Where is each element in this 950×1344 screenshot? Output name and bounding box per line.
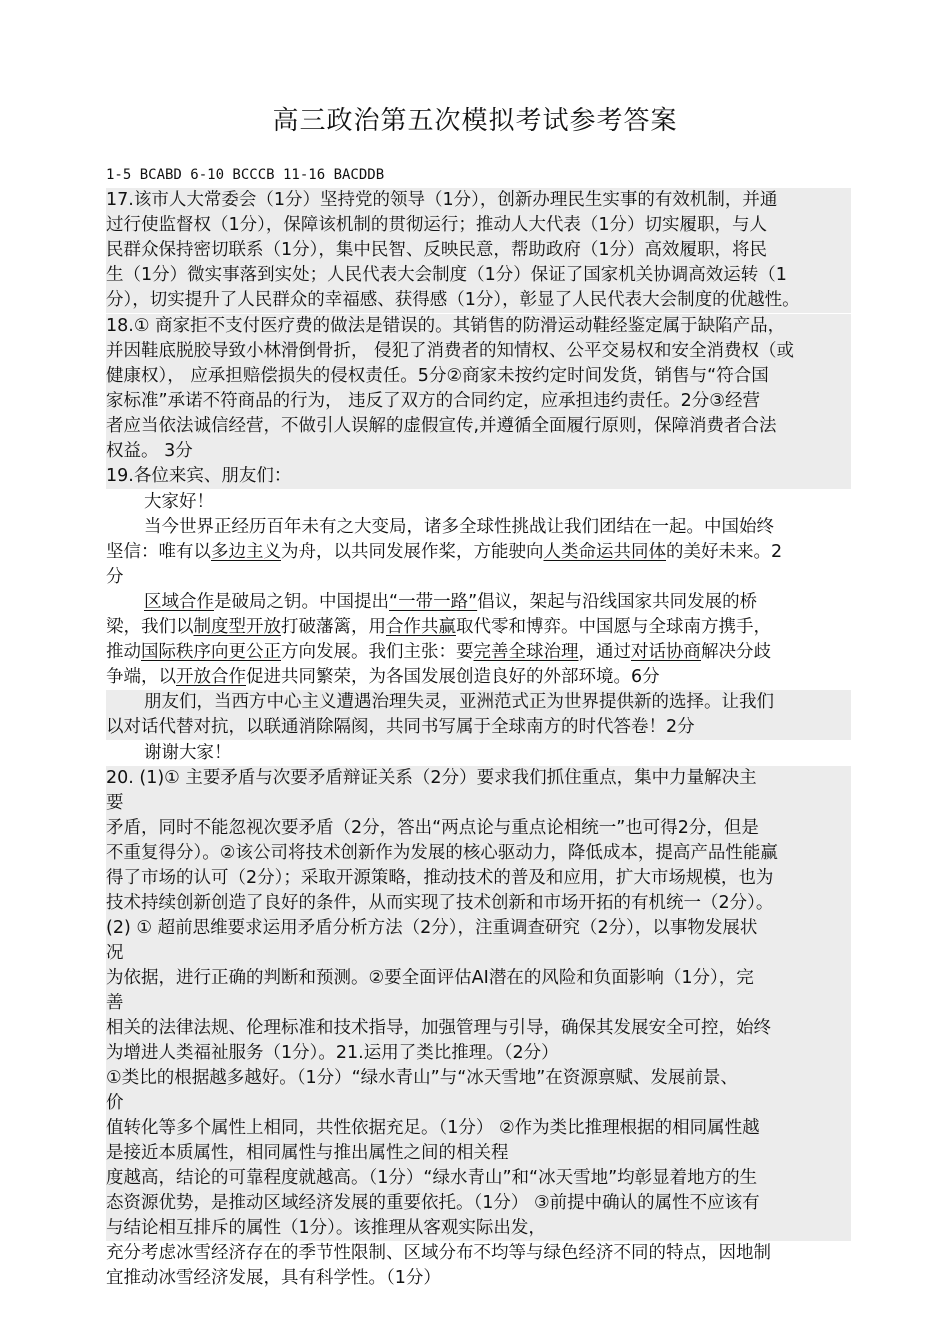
- q21-line: 宜推动冰雪经济发展，具有科学性。（1分）: [106, 1268, 441, 1288]
- q20-line: 相关的法律法规、伦理标准和技术指导，加强管理与引导，确保其发展安全可控，始终: [106, 1016, 851, 1041]
- q18-line: 18.① 商家拒不支付医疗费的做法是错误的。其销售的防滑运动鞋经鉴定属于缺陷产品，: [106, 314, 851, 339]
- q19-line: 分: [106, 567, 124, 587]
- q17-line: 分），切实提升了人民群众的幸福感、获得感（1分），彰显了人民代表大会制度的优越性。: [106, 288, 851, 313]
- q18-line: 权益。 3分: [106, 439, 851, 464]
- q20-line: 技术持续创新创造了良好的条件，从而实现了技术创新和市场开拓的有机统一（2分）。: [106, 891, 851, 916]
- q18-line: 健康权）， 应承担赔偿损失的侵权责任。5分②商家未按约定时间发货，销售与“符合国: [106, 364, 851, 389]
- q18-line: 并因鞋底脱胶导致小林滑倒骨折， 侵犯了消费者的知情权、公平交易权和安全消费权（或: [106, 339, 851, 364]
- q17-line: 17.该市人大常委会（1分）坚持党的领导（1分），创新办理民生实事的有效机制，并通: [106, 188, 851, 213]
- q20-line: 20. (1)① 主要矛盾与次要矛盾辩证关系（2分）要求我们抓住重点，集中力量解决主: [106, 766, 851, 791]
- q20-line: 为增进人类福祉服务（1分）。21.运用了类比推理。（2分）: [106, 1041, 851, 1066]
- keyword-underlined: 开放合作: [176, 667, 246, 687]
- keyword-underlined: “一带一路”: [389, 592, 478, 612]
- q19-greeting: 大家好！: [144, 492, 214, 512]
- q20-line: (2) ① 超前思维要求运用矛盾分析方法（2分），注重调查研究（2分），以事物发展状: [106, 916, 851, 941]
- q18-line: 家标准”承诺不符商品的行为， 违反了双方的合同约定，应承担违约责任。2分③经营: [106, 389, 851, 414]
- q17-line: 过行使监督权（1分），保障该机制的贯彻运行；推动人大代表（1分）切实履职，与人: [106, 213, 851, 238]
- q20-line: 善: [106, 991, 851, 1016]
- q20-line: 矛盾，同时不能忽视次要矛盾（2分，答出“两点论与重点论相统一”也可得2分，但是: [106, 816, 851, 841]
- q19-line: 区域合作是破局之钥。中国提出“一带一路”倡议，架起与沿线国家共同发展的桥: [144, 592, 758, 612]
- q21-line: 态资源优势，是推动区域经济发展的重要依托。（1分） ③前提中确认的属性不应该有: [106, 1191, 851, 1216]
- keyword-underlined: 完善全球治理: [473, 642, 579, 662]
- keyword-underlined: 对话协商: [631, 642, 701, 662]
- q19-line: 坚信：唯有以多边主义为舟，以共同发展作桨，方能驶向人类命运共同体的美好未来。2: [106, 542, 783, 562]
- q19-line: 当今世界正经历百年未有之大变局，诸多全球性挑战让我们团结在一起。中国始终: [144, 517, 774, 537]
- q19-line: 朋友们，当西方中心主义遭遇治理失灵，亚洲范式正为世界提供新的选择。让我们: [106, 690, 851, 715]
- q20-line: 况: [106, 941, 851, 966]
- q18-line: 者应当依法诚信经营，不做引人误解的虚假宣传,并遵循全面履行原则，保障消费者合法: [106, 414, 851, 439]
- q17-line: 民群众保持密切联系（1分），集中民智、反映民意，帮助政府（1分）高效履职，将民: [106, 238, 851, 263]
- q19-line: 梁，我们以制度型开放打破藩篱，用合作共赢取代零和博弈。中国愿与全球南方携手，: [106, 617, 771, 637]
- q19-salutation: 19.各位来宾、朋友们：: [106, 464, 851, 489]
- q21-line: ①类比的根据越多越好。（1分）“绿水青山”与“冰天雪地”在资源禀赋、发展前景、: [106, 1066, 851, 1091]
- keyword-underlined: 多边主义: [211, 542, 281, 562]
- q21-line: 与结论相互排斥的属性（1分）。该推理从客观实际出发，: [106, 1216, 851, 1241]
- q21-line: 值转化等多个属性上相同，共性依据充足。（1分） ②作为类比推理根据的相同属性越: [106, 1116, 851, 1141]
- q20-line: 要: [106, 791, 851, 816]
- q21-line: 度越高，结论的可靠程度就越高。（1分）“绿水青山”和“冰天雪地”均彰显着地方的生: [106, 1166, 851, 1191]
- keyword-underlined: 国际秩序向更公正: [141, 642, 281, 662]
- keyword-underlined: 区域合作: [144, 592, 214, 612]
- q21-line: 充分考虑冰雪经济存在的季节性限制、区域分布不均等与绿色经济不同的特点，因地制: [106, 1243, 771, 1263]
- q19-line: 推动国际秩序向更公正方向发展。我们主张：要完善全球治理，通过对话协商解决分歧: [106, 642, 771, 662]
- page-title: 高三政治第五次模拟考试参考答案: [272, 106, 678, 136]
- q20-line: 得了市场的认可（2分）；采取开源策略，推动技术的普及和应用，扩大市场规模，也为: [106, 866, 851, 891]
- q17-line: 生（1分）微实事落到实处；人民代表大会制度（1分）保证了国家机关协调高效运转（1: [106, 263, 851, 288]
- q21-line: 是接近本质属性，相同属性与推出属性之间的相关程: [106, 1141, 851, 1166]
- q20-line: 不重复得分）。②该公司将技术创新作为发展的核心驱动力，降低成本，提高产品性能赢: [106, 841, 851, 866]
- q19-closing: 谢谢大家！: [144, 743, 232, 763]
- multiple-choice-answers: 1-5 BCABD 6-10 BCCCB 11-16 BACDDB: [106, 167, 385, 183]
- q21-line: 价: [106, 1091, 851, 1116]
- keyword-underlined: 制度型开放: [193, 617, 281, 637]
- q19-line: 争端，以开放合作促进共同繁荣，为各国发展创造良好的外部环境。6分: [106, 667, 660, 687]
- q20-line: 为依据，进行正确的判断和预测。②要全面评估AI潜在的风险和负面影响（1分），完: [106, 966, 851, 991]
- keyword-underlined: 合作共赢: [386, 617, 456, 637]
- q19-line: 以对话代替对抗，以联通消除隔阂，共同书写属于全球南方的时代答卷！2分: [106, 715, 851, 740]
- keyword-underlined: 人类命运共同体: [543, 542, 666, 562]
